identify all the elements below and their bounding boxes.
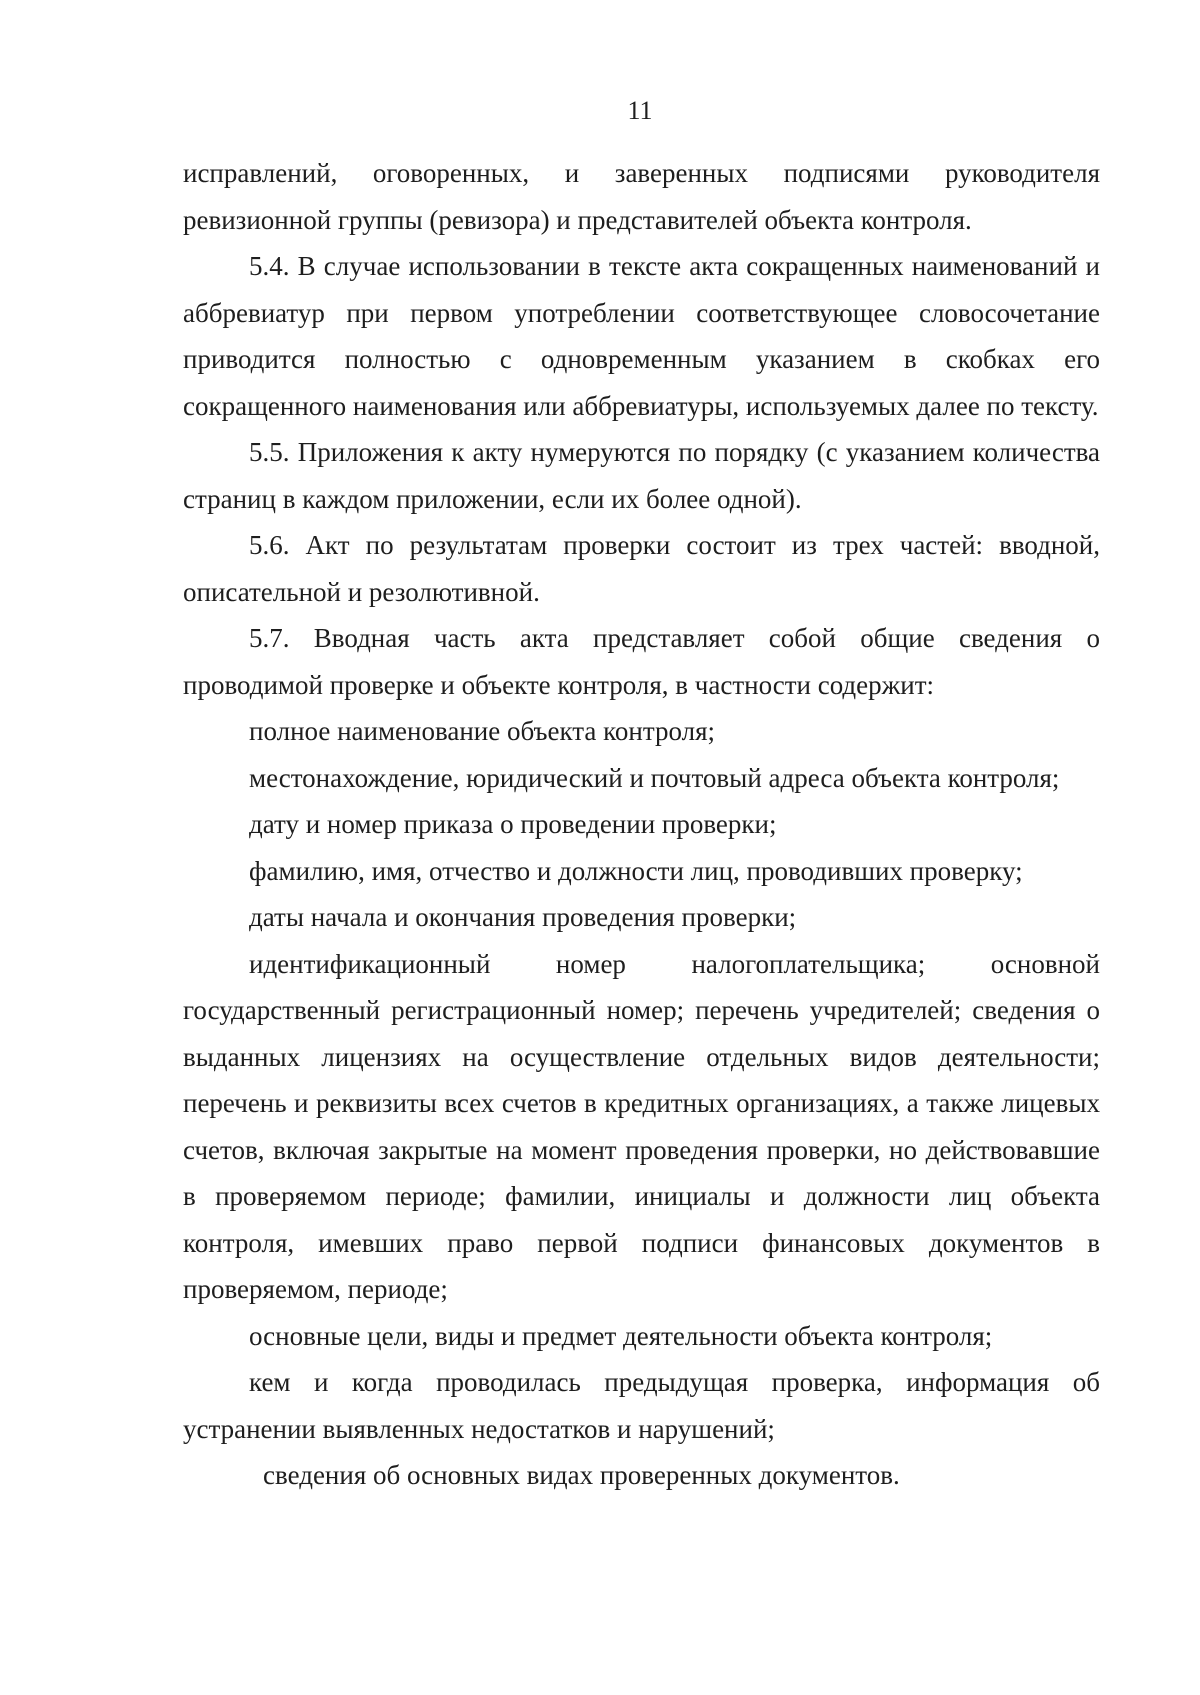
list-item-inspectors: фамилию, имя, отчество и должности лиц, проводивших проверку; (249, 855, 1023, 886)
list-item-goals: основные цели, виды и предмет деятельности объекта контроля; (249, 1320, 993, 1351)
paragraph-5-7: 5.7. Вводная часть акта представляет собой общие сведения о проводимой проверке и объекте контроля, в частности содержит: (183, 623, 1100, 700)
paragraph-5-6: 5.6. Акт по результатам проверки состоит из трех частей: вводной, описательной и резолютивной. (183, 530, 1100, 607)
list-item-documents: сведения об основных видах проверенных документов. (263, 1460, 900, 1490)
list-item-full-name: полное наименование объекта контроля; (249, 716, 715, 746)
document-body (183, 150, 1100, 1499)
list-item-tax-id: идентификационный номер налогоплательщика; основной государственный регистрационный номер; перечень учредителей; сведения о выданных лицензиях на осуществление отдельных видов деятельности; перечень и реквизиты всех счетов в кредитных организациях, а также лицевых счетов, включая закрытые на момент проведения проверки, но действовавшие в проверяемом периоде; фамилии, инициалы и должности лиц объекта контроля, имевших право первой подписи финансовых документов в проверяемом, периоде; (183, 948, 1100, 1304)
list-item-previous-check: кем и когда проводилась предыдущая проверка, информация об устранении выявленных недостатков и нарушений; (183, 1367, 1100, 1444)
paragraph-5-4: 5.4. В случае использовании в тексте акта сокращенных наименований и аббревиатур при первом употреблении соответствующее словосочетание приводится полностью с одновременным указанием в скобках его сокращенного наименования или аббревиатуры, используемых далее по тексту. (183, 251, 1100, 421)
page-number: 11 (627, 96, 653, 125)
list-item-order-date: дату и номер приказа о проведении проверки; (249, 809, 777, 839)
list-item-dates: даты начала и окончания проведения проверки; (249, 902, 797, 932)
paragraph-continuation: исправлений, оговоренных, и заверенных подписями руководителя ревизионной группы (ревизора) и представителей объекта контроля. (183, 158, 1100, 235)
paragraph-5-5: 5.5. Приложения к акту нумеруются по порядку (с указанием количества страниц в каждом приложении, если их более одной). (183, 437, 1100, 514)
list-item-location: местонахождение, юридический и почтовый адреса объекта контроля; (249, 762, 1060, 793)
